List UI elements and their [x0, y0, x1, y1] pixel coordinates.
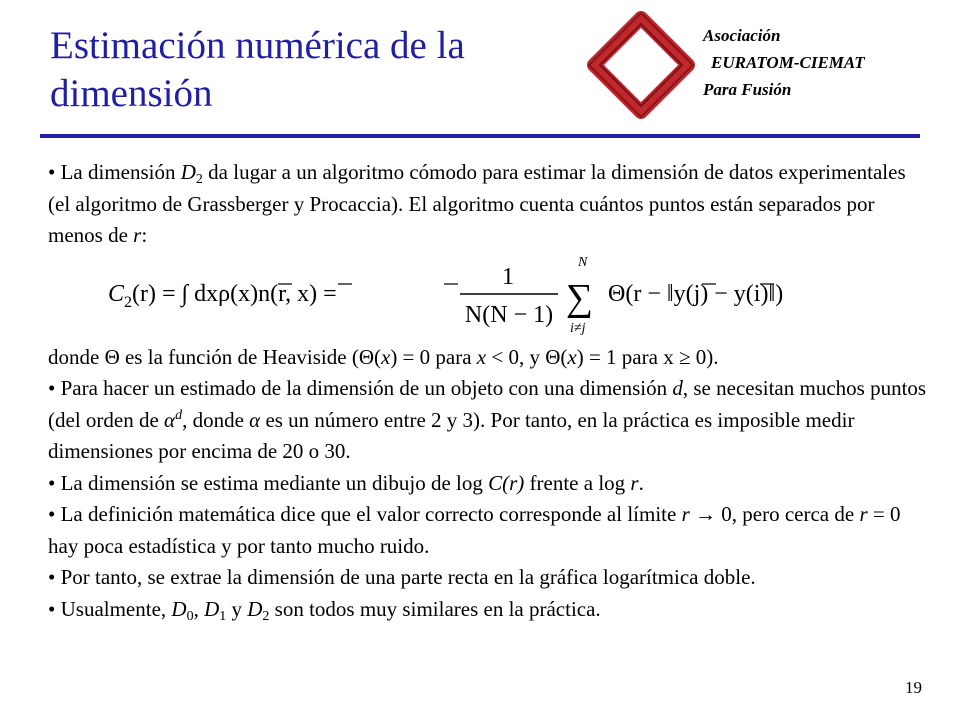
slide-body — [48, 157, 928, 625]
org-line-1: Asociación — [703, 26, 781, 45]
title-underline — [40, 134, 920, 138]
svg-text:Θ(r − ‖y(j) − y(i)‖): Θ(r − ‖y(j) − y(i)‖) — [608, 280, 784, 307]
page-title: Estimación numérica de la dimensión — [50, 24, 465, 115]
bullet-similar-dimensions: • Usualmente, $D_0$, $D_1$ y $D_2$ son todos muy similares en la práctica. — [48, 596, 601, 624]
correlation-sum-formula — [48, 252, 928, 342]
bullet-straight-part: • Por tanto, se extrae la dimensión de una parte recta en la gráfica logarítmica doble. — [48, 565, 756, 589]
euratom-ciemat-logo — [586, 10, 696, 120]
bullet-grassberger: • La dimensión $D_2$ da lugar a un algoritmo cómodo para estimar la dimensión de datos experimentales (el algoritmo de Grassberger y Procaccia). El algoritmo cuenta cuántos puntos están separados por menos de r: — [48, 160, 906, 247]
organization-name — [703, 22, 865, 103]
svg-text:1: 1 — [502, 263, 514, 290]
svg-text:N(N − 1): N(N − 1) — [464, 301, 554, 328]
svg-text:C2(r) = ∫ dxρ(x)n(r, x) =: $C_2(r)$ = ∫ dxρ(x)n(r, x) = — [108, 280, 337, 311]
bullet-number-of-points: • Para hacer un estimado de la dimensión de un objeto con una dimensión d, se necesitan muchos puntos (del orden de $\alpha^d$, donde α es un número entre 2 y 3). Por tanto, en la práctica es imposible medir dimensiones por encima de 20 o 30. — [48, 376, 927, 463]
svg-text:i≠j: i≠j — [570, 320, 586, 336]
org-line-3: Para Fusión — [703, 80, 792, 99]
svg-text:N: N — [578, 254, 588, 270]
heaviside-definition: donde Θ es la función de Heaviside (Θ(x) = 0 para x < 0, y Θ(x) = 1 para x ≥ 0). — [48, 344, 719, 369]
page-number: 19 — [905, 678, 922, 697]
bullet-limit: • La definición matemática dice que el valor correcto corresponde al límite r → 0, pero cerca de r = 0 hay poca estadística y por tanto mucho ruido. — [48, 502, 901, 558]
summation-icon: ∑ — [566, 276, 594, 319]
org-line-2: EURATOM-CIEMAT — [711, 53, 865, 72]
bullet-log-plot: • La dimensión se estima mediante un dibujo de log C(r) frente a log r. — [48, 470, 644, 495]
